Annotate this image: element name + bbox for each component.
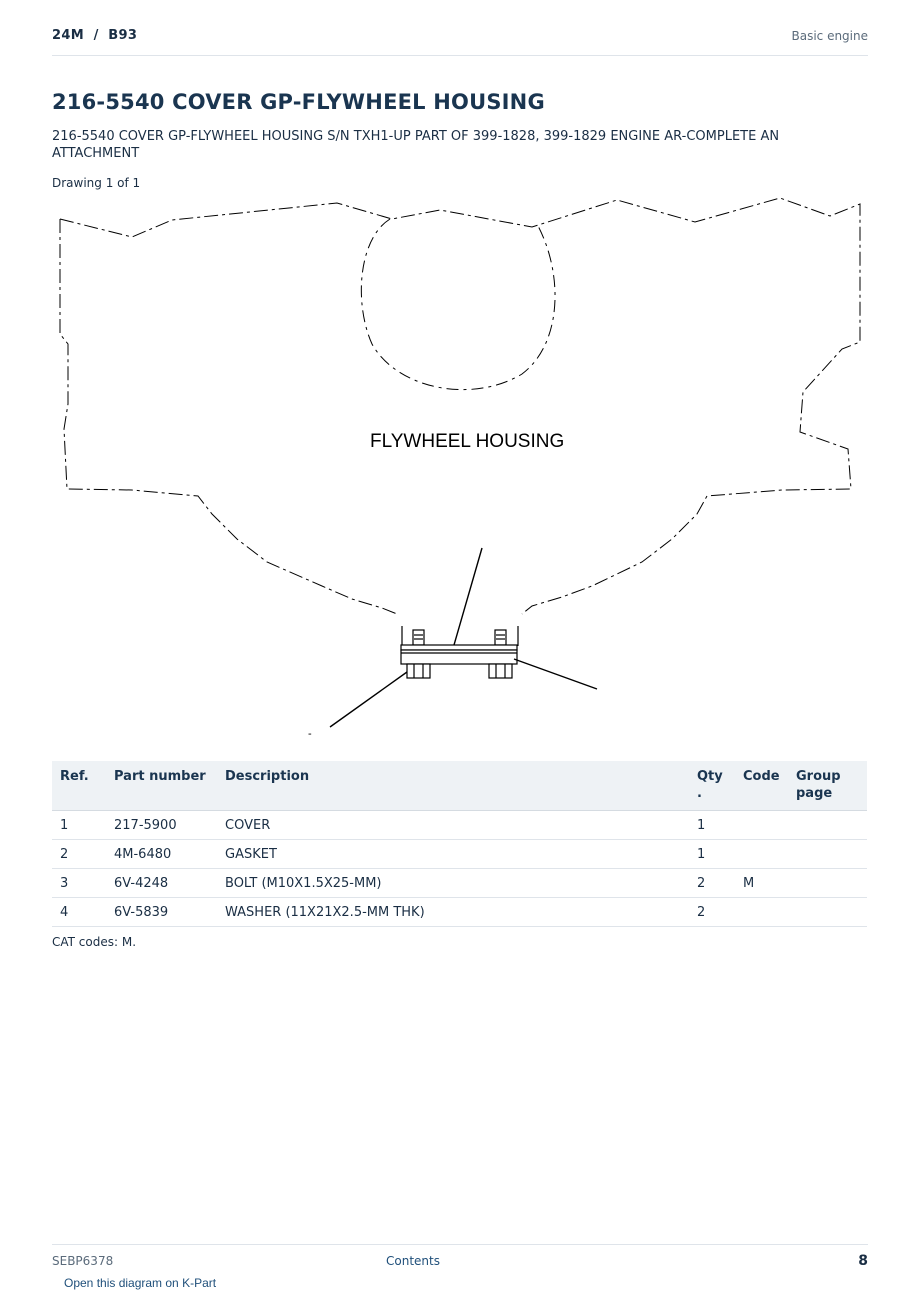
cell-part-number: 217-5900 <box>106 811 217 840</box>
washer-right <box>489 664 512 678</box>
breadcrumb: 24M / B93 <box>52 28 138 43</box>
parts-diagram-svg <box>52 194 868 744</box>
cell-group-page <box>788 898 867 927</box>
cell-ref: 3 <box>52 869 106 898</box>
header-code: Code <box>735 761 788 811</box>
table-row[interactable] <box>52 898 867 927</box>
drawing-counter: Drawing 1 of 1 <box>52 176 141 190</box>
housing-label: FLYWHEEL HOUSING <box>370 431 565 452</box>
gasket <box>401 645 517 650</box>
cell-ref: 4 <box>52 898 106 927</box>
cell-ref: 2 <box>52 840 106 869</box>
page-title: 216-5540 COVER GP-FLYWHEEL HOUSING <box>52 90 545 114</box>
cell-part-number: 6V-5839 <box>106 898 217 927</box>
header-group-page: Group page <box>788 761 867 811</box>
housing-bore <box>361 219 555 390</box>
bolt-right <box>495 630 506 645</box>
cell-code: M <box>735 869 788 898</box>
housing-outline <box>60 198 860 614</box>
callout-mark: - <box>308 728 312 740</box>
cell-code <box>735 840 788 869</box>
contents-link[interactable]: Contents <box>386 1254 440 1268</box>
parts-table <box>52 761 867 927</box>
leader-lines <box>330 548 597 727</box>
cell-part-number: 4M-6480 <box>106 840 217 869</box>
page-header <box>52 28 868 56</box>
cell-ref: 1 <box>52 811 106 840</box>
cell-group-page <box>788 869 867 898</box>
leader-line-3 <box>330 672 407 727</box>
cover-plate <box>401 650 517 664</box>
header-description: Description <box>217 761 689 811</box>
cell-description: COVER <box>217 811 689 840</box>
open-on-kpart-link[interactable]: Open this diagram on K-Part <box>64 1276 217 1290</box>
cell-qty: 2 <box>689 898 735 927</box>
bolt-left <box>413 630 424 645</box>
header-part-number: Part number <box>106 761 217 811</box>
cell-description: GASKET <box>217 840 689 869</box>
page-number: 8 <box>858 1253 868 1269</box>
table-row[interactable] <box>52 811 867 840</box>
header-ref: Ref. <box>52 761 106 811</box>
page-subtitle: 216-5540 COVER GP-FLYWHEEL HOUSING S/N TXH1-UP PART OF 399-1828, 399-1829 ENGINE AR-COMPLETE AN ATTACHMENT <box>52 129 780 161</box>
housing-outline-left <box>60 219 397 614</box>
cell-group-page <box>788 840 867 869</box>
section-name: Basic engine <box>791 29 868 43</box>
table-header-row <box>52 761 867 811</box>
document-id: SEBP6378 <box>52 1254 114 1268</box>
cat-codes-note: CAT codes: M. <box>52 935 137 949</box>
leader-line-2 <box>514 659 597 689</box>
cell-code <box>735 898 788 927</box>
page-footer <box>52 1244 868 1275</box>
cell-group-page <box>788 811 867 840</box>
cell-part-number: 6V-4248 <box>106 869 217 898</box>
cell-qty: 1 <box>689 840 735 869</box>
cover-assembly <box>401 626 518 678</box>
table-row[interactable] <box>52 869 867 898</box>
cell-description: WASHER (11X21X2.5-MM THK) <box>217 898 689 927</box>
leader-line-1 <box>454 548 482 645</box>
table-row[interactable] <box>52 840 867 869</box>
header-qty: Qty . <box>689 761 735 811</box>
parts-diagram[interactable] <box>52 194 868 744</box>
cell-code <box>735 811 788 840</box>
cell-qty: 1 <box>689 811 735 840</box>
cell-qty: 2 <box>689 869 735 898</box>
cell-description: BOLT (M10X1.5X25-MM) <box>217 869 689 898</box>
washer-left <box>407 664 430 678</box>
